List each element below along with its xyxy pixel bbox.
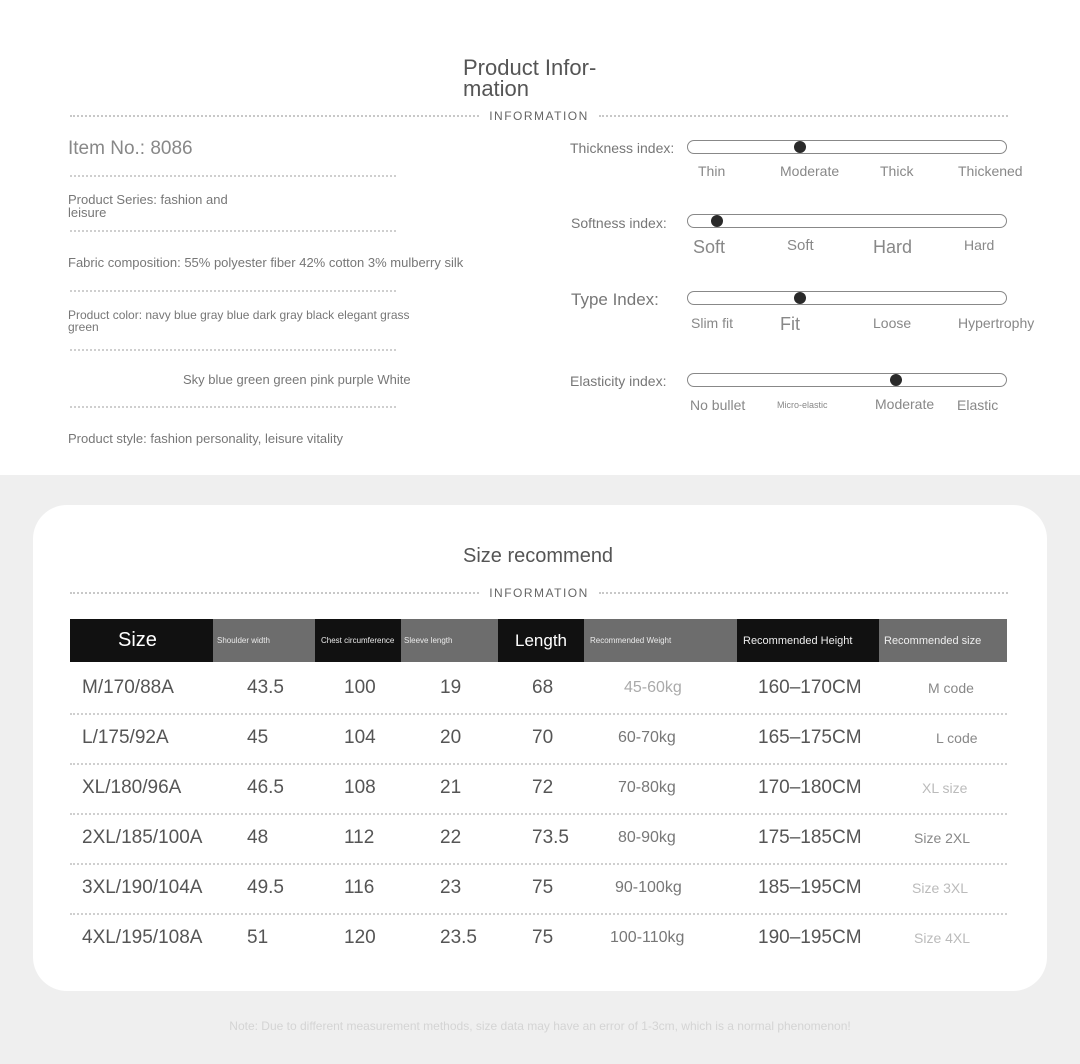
cell-shoulder-width: 46.5: [247, 777, 284, 798]
title-line-2: mation: [463, 76, 530, 101]
cell-shoulder-width: 49.5: [247, 877, 284, 898]
detail-divider: [70, 230, 396, 232]
cell-height: 165–175CM: [758, 727, 862, 748]
type-option-loose: Loose: [873, 315, 912, 331]
cell-weight: 45-60kg: [624, 679, 682, 696]
information-label: INFORMATION: [489, 109, 589, 123]
cell-height: 175–185CM: [758, 827, 862, 848]
softness-option-4: Hard: [964, 237, 995, 253]
softness-index-label: Softness index:: [571, 215, 667, 231]
detail-divider: [70, 349, 396, 351]
header-recommended-height: Recommended Height: [737, 619, 879, 662]
thickness-index-marker: [794, 141, 806, 153]
cell-size: 2XL/185/100A: [82, 827, 203, 848]
cell-length: 73.5: [532, 827, 569, 848]
divider-dots-right: [599, 115, 1008, 117]
product-color-line-2: green: [68, 320, 99, 334]
cell-shoulder-width: 45: [247, 727, 269, 748]
thickness-option-thickened: Thickened: [958, 163, 1023, 179]
softness-option-1: Soft: [693, 237, 726, 257]
header-sleeve-length: Sleeve length: [404, 636, 453, 645]
cell-recommended-size: XL size: [922, 780, 968, 796]
header-length: Length: [498, 619, 584, 662]
cell-chest: 104: [344, 727, 376, 748]
cell-length: 75: [532, 927, 554, 948]
table-row: [70, 765, 1007, 815]
item-number: Item No.: 8086: [68, 138, 193, 159]
divider-dots-left: [70, 592, 479, 594]
cell-weight: 80-90kg: [618, 829, 676, 846]
cell-chest: 100: [344, 677, 376, 698]
product-series-line-1: Product Series: fashion and: [68, 192, 228, 207]
cell-sleeve: 23: [440, 877, 462, 898]
elasticity-option-no-bullet: No bullet: [690, 397, 746, 413]
cell-shoulder-width: 43.5: [247, 677, 284, 698]
measurement-note: Note: Due to different measurement methods, size data may have an error of 1-3cm, which is a normal phenomenon!: [229, 1019, 851, 1033]
table-row: [70, 915, 1007, 965]
cell-recommended-size: L code: [936, 730, 978, 746]
thickness-index-label: Thickness index:: [570, 140, 675, 156]
product-style: Product style: fashion personality, leisure vitality: [68, 431, 344, 446]
cell-recommended-size: M code: [928, 680, 974, 696]
cell-size: M/170/88A: [82, 677, 174, 698]
elasticity-option-elastic: Elastic: [957, 397, 999, 413]
size-information-divider: [70, 585, 1008, 601]
cell-weight: 60-70kg: [618, 729, 676, 746]
size-recommend-title: Size recommend: [463, 545, 614, 567]
type-index-marker: [794, 292, 806, 304]
elasticity-option-micro-elastic: Micro-elastic: [777, 400, 828, 410]
softness-option-2: Soft: [787, 237, 814, 254]
header-chest-circumference: Chest circumference: [315, 619, 401, 662]
detail-divider: [70, 175, 396, 177]
information-label: INFORMATION: [489, 586, 589, 600]
cell-height: 185–195CM: [758, 877, 862, 898]
type-option-fit: Fit: [780, 314, 800, 334]
softness-index-track: [687, 214, 1007, 228]
softness-option-3: Hard: [873, 237, 913, 257]
header-recommended-weight: Recommended Weight: [590, 636, 672, 645]
elasticity-index-track: [687, 373, 1007, 387]
elasticity-index-marker: [890, 374, 902, 386]
thickness-option-moderate: Moderate: [780, 163, 840, 179]
divider-dots-right: [599, 592, 1008, 594]
fabric-composition: Fabric composition: 55% polyester fiber 42% cotton 3% mulberry silk: [68, 255, 464, 270]
elasticity-option-moderate: Moderate: [875, 396, 935, 412]
cell-recommended-size: Size 4XL: [914, 930, 971, 946]
cell-sleeve: 19: [440, 677, 462, 698]
thickness-option-thick: Thick: [880, 163, 914, 179]
cell-height: 170–180CM: [758, 777, 862, 798]
product-information-title: [463, 57, 663, 99]
size-table-header: [70, 619, 1007, 662]
cell-height: 190–195CM: [758, 927, 862, 948]
cell-sleeve: 22: [440, 827, 462, 848]
cell-shoulder-width: 48: [247, 827, 269, 848]
divider-dots-left: [70, 115, 479, 117]
type-option-hypertrophy: Hypertrophy: [958, 315, 1035, 331]
type-option-slim-fit: Slim fit: [691, 315, 733, 331]
cell-chest: 116: [344, 877, 375, 898]
detail-divider: [70, 406, 396, 408]
cell-shoulder-width: 51: [247, 927, 269, 948]
cell-size: 4XL/195/108A: [82, 927, 203, 948]
product-series: [68, 193, 228, 219]
product-color-line-1: Product color: navy blue gray blue dark gray black elegant grass: [68, 308, 410, 322]
cell-weight: 70-80kg: [618, 779, 676, 796]
table-row: [70, 815, 1007, 865]
cell-weight: 100-110kg: [610, 929, 685, 946]
softness-index-marker: [711, 215, 723, 227]
product-series-line-2: leisure: [68, 205, 107, 220]
cell-chest: 108: [344, 777, 376, 798]
detail-divider: [70, 290, 396, 292]
cell-chest: 120: [344, 927, 376, 948]
header-shoulder-width: Shoulder width: [217, 636, 270, 645]
thickness-option-thin: Thin: [698, 163, 726, 179]
product-information-section: [0, 0, 1080, 475]
table-row: [70, 865, 1007, 915]
product-color: [68, 309, 410, 333]
table-row: [70, 715, 1007, 765]
cell-length: 75: [532, 877, 554, 898]
information-divider: [70, 108, 1008, 124]
cell-sleeve: 21: [440, 777, 462, 798]
cell-recommended-size: Size 2XL: [914, 830, 971, 846]
cell-weight: 90-100kg: [615, 879, 682, 896]
cell-sleeve: 23.5: [440, 927, 477, 948]
cell-length: 72: [532, 777, 554, 798]
header-size: Size: [70, 619, 213, 662]
table-row: [70, 665, 1007, 715]
elasticity-index-label: Elasticity index:: [570, 373, 667, 389]
cell-chest: 112: [344, 827, 375, 848]
thickness-index-track: [687, 140, 1007, 154]
cell-recommended-size: Size 3XL: [912, 880, 969, 896]
cell-length: 68: [532, 677, 554, 698]
type-index-track: [687, 291, 1007, 305]
product-color-extra: Sky blue green green pink purple White: [183, 372, 411, 387]
cell-size: L/175/92A: [82, 727, 169, 748]
cell-size: XL/180/96A: [82, 777, 182, 798]
title-line-1: Product Infor-: [463, 55, 597, 80]
cell-size: 3XL/190/104A: [82, 877, 203, 898]
cell-length: 70: [532, 727, 554, 748]
header-recommended-size: Recommended size: [884, 634, 982, 647]
type-index-label: Type Index:: [571, 290, 659, 309]
cell-sleeve: 20: [440, 727, 462, 748]
cell-height: 160–170CM: [758, 677, 862, 698]
